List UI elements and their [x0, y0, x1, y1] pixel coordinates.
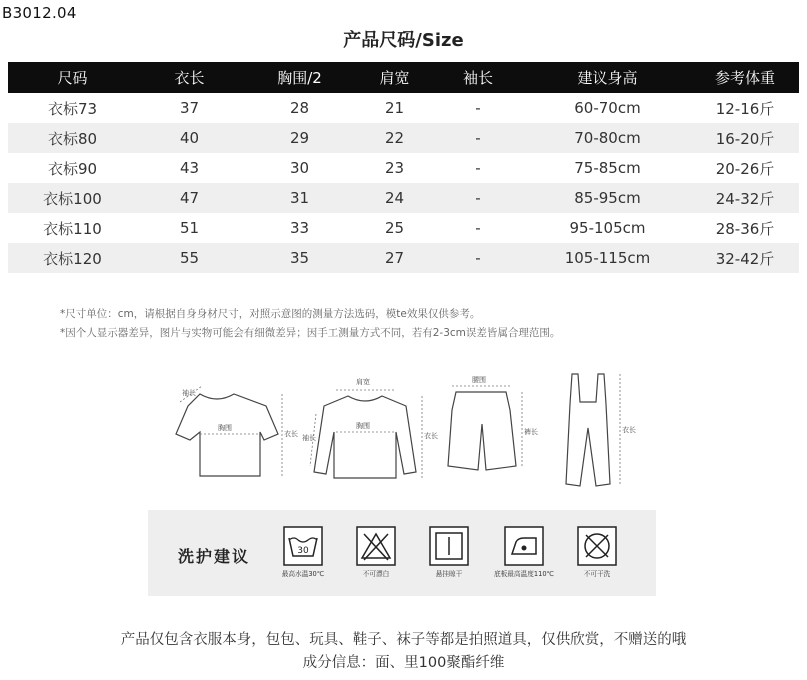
table-cell: -	[432, 243, 524, 273]
table-cell: 29	[242, 123, 357, 153]
table-row	[8, 153, 799, 183]
wash-30-icon	[283, 526, 323, 566]
no-hand-wash-icon	[577, 526, 617, 566]
table-row	[8, 123, 799, 153]
care-item	[414, 526, 484, 579]
table-cell: 衣标90	[47, 159, 98, 178]
care-label: 最高水温30℃	[281, 570, 325, 578]
care-label: 不可干洗	[583, 570, 611, 578]
table-cell: 32-42斤	[691, 243, 799, 273]
table-cell: 25	[384, 219, 405, 237]
table-cell: 衣标80	[8, 123, 137, 153]
table-cell: 31	[242, 183, 357, 213]
length-label: 衣长	[424, 432, 438, 440]
care-panel	[148, 510, 656, 596]
sleeve-label: 袖长	[182, 389, 196, 397]
table-row	[8, 213, 799, 243]
iron-low-icon	[504, 526, 544, 566]
chest-label: 胸围	[218, 424, 232, 432]
shorts-icon	[448, 392, 516, 470]
table-cell: 43	[179, 159, 200, 177]
overalls-icon	[566, 374, 610, 486]
svg-text:30: 30	[297, 546, 309, 556]
table-cell: 12-16斤	[715, 99, 775, 118]
table-cell: 27	[357, 243, 432, 273]
table-cell: 55	[137, 243, 242, 273]
header-cell: 胸围/2	[242, 62, 357, 93]
table-cell: 47	[137, 183, 242, 213]
care-item	[562, 526, 632, 579]
table-cell: 23	[384, 159, 405, 177]
table-cell: -	[432, 123, 524, 153]
table-cell: 22	[357, 123, 432, 153]
short-sleeve-tee-icon	[176, 394, 278, 476]
table-cell: 37	[179, 99, 200, 117]
shoulder-label: 肩宽	[356, 378, 370, 386]
footer-composition: 成分信息：面、里100聚酯纤维	[302, 655, 505, 671]
measurement-diagram	[160, 362, 660, 497]
sleeve-label: 袖长	[302, 434, 316, 442]
size-notes	[60, 305, 560, 343]
table-cell: 70-80cm	[524, 123, 691, 153]
care-label: 底板最高温度110℃	[493, 570, 555, 578]
table-cell: 28-36斤	[715, 219, 775, 238]
footer-disclaimer: 产品仅包含衣服本身，包包、玩具、鞋子、袜子等都是拍照道具，仅供欣赏，不赠送的哦	[120, 632, 687, 648]
table-cell: 衣标120	[8, 243, 137, 273]
no-bleach-icon	[356, 526, 396, 566]
table-cell: 衣标110	[43, 219, 102, 238]
table-cell: 16-20斤	[691, 123, 799, 153]
table-cell: -	[475, 159, 481, 177]
care-item	[489, 526, 559, 579]
table-cell: -	[432, 183, 524, 213]
note-line: *尺寸单位：cm，请根据自身身材尺寸，对照示意图的测量方法选码，模te效果仅供参考。	[60, 308, 481, 320]
measurement-diagram-svg	[160, 362, 660, 497]
table-cell: 33	[289, 219, 310, 237]
table-cell: 85-95cm	[524, 183, 691, 213]
pants-length-label: 裤长	[524, 428, 538, 436]
length-label: 衣长	[284, 430, 298, 438]
length-label: 衣长	[622, 426, 636, 434]
table-cell: 24	[357, 183, 432, 213]
size-table	[8, 62, 799, 273]
table-cell: 20-26斤	[715, 159, 775, 178]
table-cell: 105-115cm	[524, 243, 691, 273]
table-row	[8, 243, 799, 273]
header-cell: 尺码	[8, 62, 137, 93]
waist-label: 腰围	[472, 376, 486, 384]
care-item	[341, 526, 411, 579]
header-cell: 肩宽	[357, 62, 432, 93]
table-cell: 35	[242, 243, 357, 273]
header-cell: 衣长	[137, 62, 242, 93]
table-cell: 21	[384, 99, 405, 117]
table-cell: 60-70cm	[574, 99, 641, 117]
note-line: *因个人显示器差异，图片与实物可能会有细微差异；因手工测量方式不同，若有2-3cm误差皆属合理范围。	[60, 327, 561, 339]
table-cell: 24-32斤	[691, 183, 799, 213]
table-row	[8, 93, 799, 123]
table-cell: 30	[289, 159, 310, 177]
header-cell: 袖长	[432, 62, 524, 93]
table-cell: -	[475, 99, 481, 117]
table-cell: 28	[289, 99, 310, 117]
table-cell: 衣标73	[47, 99, 98, 118]
page-title: 产品尺码/Size	[343, 30, 464, 51]
table-cell: 95-105cm	[569, 219, 646, 237]
table-row	[8, 183, 799, 213]
care-title: 洗护建议	[178, 547, 251, 566]
chest-label: 胸围	[356, 422, 370, 430]
care-label: 不可漂白	[362, 570, 390, 578]
table-cell: 75-85cm	[574, 159, 641, 177]
size-table-header	[8, 62, 799, 93]
care-item	[268, 526, 338, 579]
hang-dry-icon	[429, 526, 469, 566]
product-code: B3012.04	[2, 4, 77, 22]
long-sleeve-top-icon	[314, 396, 416, 478]
table-cell: -	[475, 219, 481, 237]
table-cell: 衣标100	[8, 183, 137, 213]
header-cell: 建议身高	[524, 62, 691, 93]
header-cell: 参考体重	[691, 62, 799, 93]
care-label: 悬挂晾干	[435, 570, 463, 578]
table-cell: 40	[137, 123, 242, 153]
table-cell: 51	[179, 219, 200, 237]
